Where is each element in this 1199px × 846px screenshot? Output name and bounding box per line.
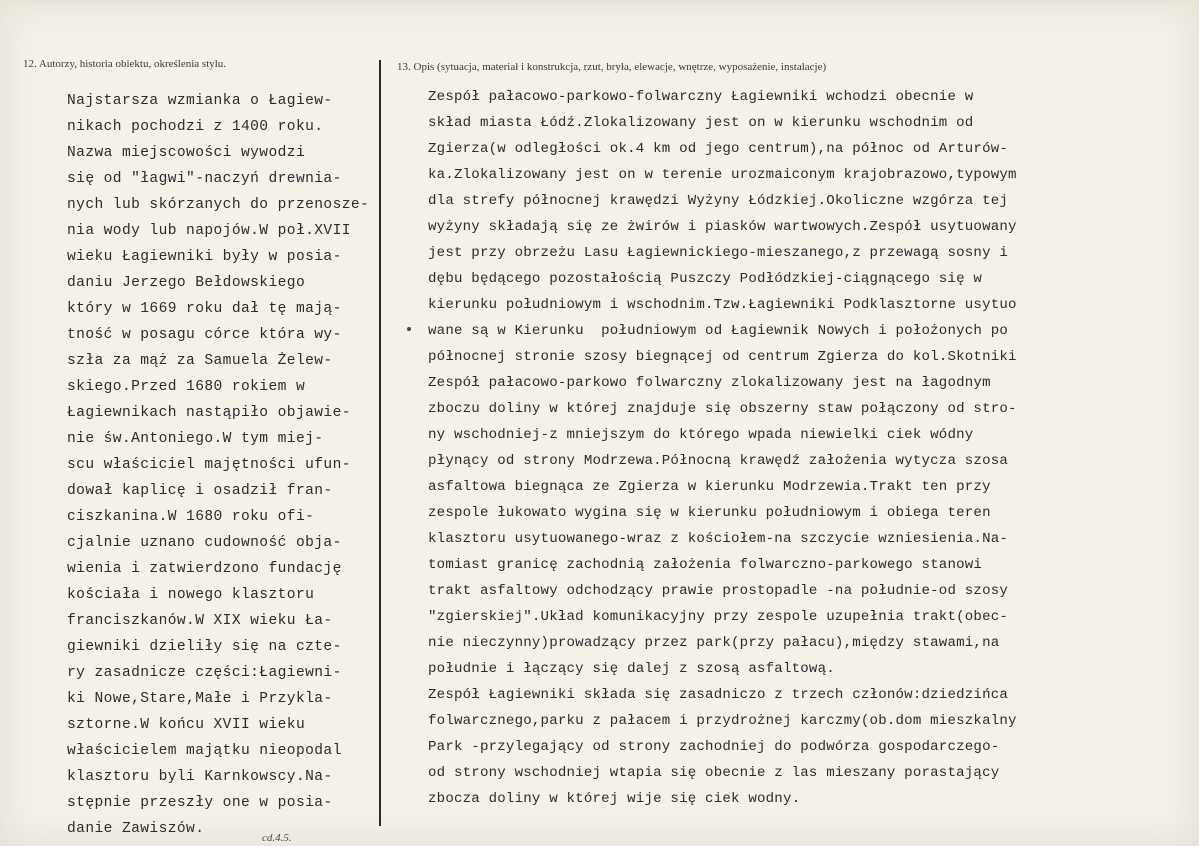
text-line: klasztoru usytuowanego-wraz z kościołem-na szczycie wzniesienia.Na- [428,531,1009,547]
text-line: daniu Jerzego Bełdowskiego [67,275,306,291]
text-line: Zespół pałacowo-parkowo folwarczny zlokalizowany jest na łagodnym [428,375,991,391]
text-line: Zespół Łagiewniki składa się zasadniczo z trzech członów:dziedzińca [428,687,1009,703]
text-line: od strony wschodniej wtapia się obecnie z las mieszany porastający [428,765,1000,781]
continuation-note: cd.4.5. [262,832,292,844]
text-line: franciszkanów.W XIX wieku Ła- [67,613,333,629]
text-line: Zgierza(w odległości ok.4 km od jego centrum),na północ od Arturów- [428,141,1009,157]
text-line: nikach pochodzi z 1400 roku. [67,119,324,135]
text-line: danie Zawiszów. [67,821,205,837]
text-line: zbocza doliny w której wije się ciek wodny. [428,791,801,807]
text-line: Park -przylegający od strony zachodniej do podwórza gospodarczego- [428,739,1000,755]
text-line: północnej stronie szosy biegnącej od centrum Zgierza do kol.Skotniki [428,349,1017,365]
text-line: dębu będącego pozostałością Puszczy Podłódzkiej-ciągnącego się w [428,271,983,287]
history-text-column [67,88,369,842]
text-line: ka.Zlokalizowany jest on w terenie urozmaiconym krajobrazowo,typowym [428,167,1017,183]
text-line: się od "łagwi"-naczyń drewnia- [67,171,342,187]
text-line: wienia i zatwierdzono fundację [67,561,342,577]
text-line: płynący od strony Modrzewa.Północną krawędź założenia wytycza szosa [428,453,1009,469]
text-line: stępnie przeszły one w posia- [67,795,333,811]
text-line: Łagiewnikach nastąpiło objawie- [67,405,351,421]
text-line: wieku Łagiewniki były w posia- [67,249,342,265]
text-line: "zgierskiej".Układ komunikacyjny przy zespole uzupełnia trakt(obec- [428,609,1009,625]
text-line: Nazwa miejscowości wywodzi [67,145,306,161]
text-line: wane są w Kierunku południowym od Łagiewnik Nowych i położonych po [428,323,1009,339]
description-text-column [428,84,1017,812]
text-line: kościała i nowego klasztoru [67,587,315,603]
section-13-header: 13. Opis (sytuacja, materiał i konstrukcja, rzut, bryła, elewacje, wnętrze, wyposażenie, instalacje) [397,61,827,73]
text-line: folwarcznego,parku z pałacem i przydrożnej karczmy(ob.dom mieszkalny [428,713,1017,729]
text-line: nie św.Antoniego.W tym miej- [67,431,324,447]
text-line: cjalnie uznano cudowność obja- [67,535,342,551]
text-line: ciszkanina.W 1680 roku ofi- [67,509,315,525]
text-line: dla strefy północnej krawędzi Wyżyny Łódzkiej.Okoliczne wzgórza tej [428,193,1009,209]
text-line: jest przy obrzeżu Lasu Łagiewnickiego-mieszanego,z przewagą sosny i [428,245,1009,261]
text-line: skiego.Przed 1680 rokiem w [67,379,306,395]
column-divider [379,60,381,826]
text-line: nia wody lub napojów.W poł.XVII [67,223,351,239]
ink-mark [407,327,411,331]
text-line: scu właściciel majętności ufun- [67,457,351,473]
text-line: skład miasta Łódź.Zlokalizowany jest on w kierunku wschodnim od [428,115,974,131]
text-line: kierunku południowym i wschodnim.Tzw.Łagiewniki Podklasztorne usytuo [428,297,1017,313]
text-line: tomiast granicę zachodnią założenia folwarczno-parkowego stanowi [428,557,983,573]
text-line: trakt asfaltowy odchodzący prawie prostopadle -na południe-od szosy [428,583,1009,599]
text-line: giewniki dzieliły się na czte- [67,639,342,655]
page-top-edge [0,0,1199,4]
text-line: tność w posagu córce która wy- [67,327,342,343]
text-line: szła za mąż za Samuela Żelew- [67,353,333,369]
text-line: asfaltowa biegnąca ze Zgierza w kierunku Modrzewia.Trakt ten przy [428,479,991,495]
section-12-header: 12. Autorzy, historia obiektu, określenia stylu. [23,58,227,70]
text-line: zboczu doliny w której znajduje się obszerny staw połączony od stro- [428,401,1017,417]
text-line: właścicielem majątku nieopodal [67,743,342,759]
text-line: klasztoru byli Karnkowscy.Na- [67,769,333,785]
text-line: dował kaplicę i osadził fran- [67,483,333,499]
text-line: Najstarsza wzmianka o Łagiew- [67,93,333,109]
text-line: wyżyny składają się ze żwirów i piasków wartwowych.Zespół usytuowany [428,219,1017,235]
text-line: południe i łączący się dalej z szosą asfaltową. [428,661,835,677]
text-line: nie nieczynny)prowadzący przez park(przy pałacu),między stawami,na [428,635,1000,651]
text-line: Zespół pałacowo-parkowo-folwarczny Łagiewniki wchodzi obecnie w [428,89,974,105]
text-line: nych lub skórzanych do przenosze- [67,197,370,213]
text-line: ry zasadnicze części:Łagiewni- [67,665,342,681]
text-line: ki Nowe,Stare,Małe i Przykla- [67,691,333,707]
text-line: który w 1669 roku dał tę mają- [67,301,342,317]
text-line: ny wschodniej-z mniejszym do którego wpada niewielki ciek wódny [428,427,974,443]
text-line: zespole łukowato wygina się w kierunku południowym i obiega teren [428,505,991,521]
text-line: sztorne.W końcu XVII wieku [67,717,306,733]
